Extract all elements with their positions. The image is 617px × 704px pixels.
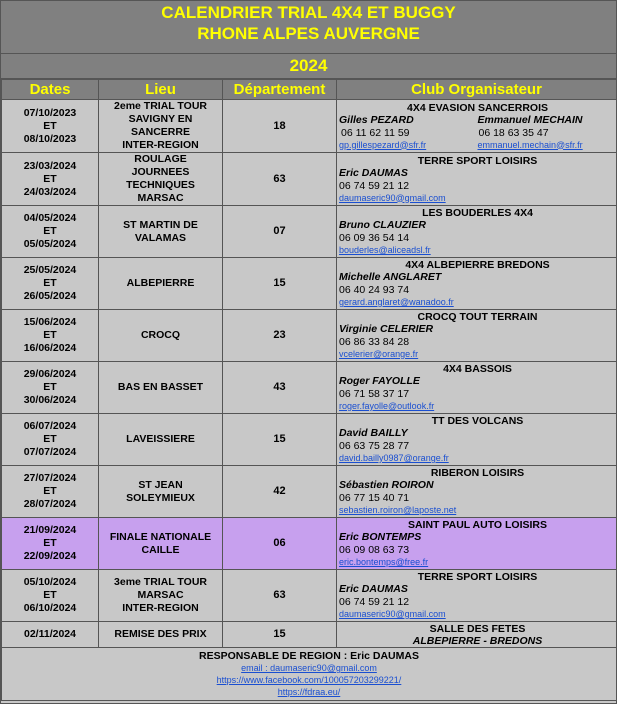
lieu-line: TECHNIQUES [126, 179, 195, 191]
header-club: Club Organisateur [337, 80, 617, 100]
date-start: 05/10/2024 [23, 576, 77, 588]
row-departement: 18 [223, 100, 337, 153]
row-date: 02/11/2024 [2, 622, 99, 648]
row-departement: 42 [223, 466, 337, 518]
calendar-rows [2, 100, 617, 622]
contact-name: Sébastien ROIRON [339, 479, 434, 491]
row-lieu [99, 518, 223, 570]
date-end: 24/03/2024 [23, 185, 77, 198]
phone-number: 06 09 08 63 73 [339, 544, 410, 556]
email-link[interactable]: bouderles@aliceadsl.fr [339, 245, 431, 255]
row-departement: 06 [223, 518, 337, 570]
row-club [337, 570, 617, 622]
email-link[interactable]: sebastien.roiron@laposte.net [339, 505, 457, 515]
email-link[interactable]: daumaseric90@gmail.com [339, 192, 446, 203]
row-dates [2, 100, 99, 153]
contact-name: Gilles PEZARD [339, 113, 414, 126]
row-dates [2, 153, 99, 206]
lieu-line: ALBEPIERRE [126, 277, 195, 289]
phone-number-2: 06 18 63 35 47 [478, 126, 549, 139]
date-end: 08/10/2023 [23, 132, 77, 145]
club-name: TERRE SPORT LOISIRS [417, 154, 538, 167]
row-lieu [99, 153, 223, 206]
date-et: ET [43, 433, 57, 445]
lieu-line: ROULAGE [134, 153, 187, 165]
lieu-line: ST JEAN [138, 478, 183, 491]
club-name: LES BOUDERLES 4X4 [422, 207, 533, 219]
contact-name: Eric DAUMAS [339, 583, 408, 595]
lieu-line: FINALE NATIONALE [109, 530, 212, 543]
row-club [337, 153, 617, 206]
row-lieu [99, 362, 223, 414]
email-link[interactable]: david.bailly0987@orange.fr [339, 453, 449, 463]
row-dates [2, 414, 99, 466]
table-row [2, 153, 617, 206]
date-et: ET [43, 589, 57, 601]
row-lieu [99, 206, 223, 258]
phone-number: 06 86 33 84 28 [339, 336, 410, 348]
date-end: 30/06/2024 [23, 394, 77, 406]
email-link[interactable]: gerard.anglaret@wanadoo.fr [339, 297, 454, 307]
row-dates [2, 310, 99, 362]
phone-number: 06 40 24 93 74 [339, 284, 410, 296]
row-departement: 15 [223, 414, 337, 466]
club-name: RIBERON LOISIRS [430, 467, 525, 479]
header-departement: Département [223, 80, 337, 100]
row-lieu [99, 258, 223, 310]
footer-facebook-link[interactable]: https://www.facebook.com/100057203299221/ [216, 675, 402, 685]
date-end: 26/05/2024 [23, 290, 77, 302]
lieu-line: JOURNEES [131, 166, 190, 178]
date-end: 05/05/2024 [23, 238, 77, 250]
club-name: CROCQ TOUT TERRAIN [417, 311, 538, 323]
lieu-line: 3eme TRIAL TOUR [114, 576, 207, 588]
club-name: 4X4 BASSOIS [443, 363, 512, 375]
date-start: 27/07/2024 [23, 472, 77, 484]
row-club [337, 100, 617, 153]
date-end: 28/07/2024 [23, 498, 77, 510]
row-departement: 15 [223, 258, 337, 310]
date-et: ET [43, 277, 57, 289]
lieu-line: SOLEYMIEUX [126, 491, 195, 504]
lieu-line: SANCERRE [131, 126, 190, 138]
calendar-table [1, 79, 617, 701]
date-end: 06/10/2024 [23, 602, 77, 614]
title-line-1: CALENDRIER TRIAL 4X4 ET BUGGY [161, 3, 456, 22]
row-departement: 63 [223, 570, 337, 622]
date-start: 21/09/2024 [23, 524, 77, 536]
lieu-line: 2eme TRIAL TOUR [114, 100, 207, 112]
row-lieu: REMISE DES PRIX [99, 622, 223, 648]
phone-number: 06 11 62 11 59 [341, 126, 410, 139]
row-club [337, 518, 617, 570]
date-start: 06/07/2024 [23, 420, 77, 432]
email-link[interactable]: gp.gillespezard@sfr.fr [339, 139, 427, 150]
title-line-2: RHONE ALPES AUVERGNE [197, 24, 420, 43]
phone-number: 06 74 59 21 12 [339, 596, 410, 608]
email-link[interactable]: daumaseric90@gmail.com [339, 609, 446, 619]
footer-responsable: RESPONSABLE DE REGION : Eric DAUMAS [199, 650, 419, 662]
title-block [1, 1, 616, 53]
table-row [2, 362, 617, 414]
row-departement: 07 [223, 206, 337, 258]
phone-pair [339, 127, 616, 140]
club-name: 4X4 EVASION SANCERROIS [406, 101, 548, 114]
club-name: SAINT PAUL AUTO LOISIRS [407, 519, 548, 531]
footer-email-link[interactable]: email : daumaseric90@gmail.com [241, 663, 377, 673]
email-pair [339, 140, 616, 151]
row-dates [2, 258, 99, 310]
date-et: ET [43, 225, 57, 237]
table-row [2, 258, 617, 310]
contact-name: Virginie CELERIER [339, 323, 434, 335]
contact-name: Eric BONTEMPS [339, 531, 422, 543]
contact-name-2: Emmanuel MECHAIN [477, 113, 583, 126]
table-row [2, 414, 617, 466]
row-departement: 43 [223, 362, 337, 414]
row-dates [2, 206, 99, 258]
club-name: 4X4 ALBEPIERRE BREDONS [405, 259, 550, 271]
email-link[interactable]: eric.bontemps@free.fr [339, 557, 429, 567]
header-dates: Dates [2, 80, 99, 100]
row-lieu [99, 466, 223, 518]
row-lieu [99, 570, 223, 622]
row-club [337, 466, 617, 518]
contact-name: Bruno CLAUZIER [339, 219, 426, 231]
club-name: TERRE SPORT LOISIRS [417, 571, 538, 583]
lieu-line: INTER-REGION [122, 139, 199, 151]
header-lieu: Lieu [99, 80, 223, 100]
date-end: 07/07/2024 [23, 446, 77, 458]
date-start: 15/06/2024 [23, 316, 77, 328]
table-row [2, 100, 617, 153]
row-dates [2, 362, 99, 414]
lieu-line: CROCQ [140, 329, 181, 341]
phone-number: 06 71 58 37 17 [339, 388, 410, 400]
table-row [2, 310, 617, 362]
row-lieu [99, 100, 223, 153]
date-start: 29/06/2024 [23, 368, 77, 380]
lieu-line: CAILLE [141, 543, 180, 556]
row-lieu [99, 310, 223, 362]
lieu-line: BAS EN BASSET [117, 381, 204, 393]
contact-pair [339, 114, 616, 127]
date-et: ET [43, 329, 57, 341]
row-lieu [99, 414, 223, 466]
email-link[interactable]: vcelerier@orange.fr [339, 349, 419, 359]
lieu-line: ST MARTIN DE [123, 218, 198, 231]
row-club [337, 310, 617, 362]
club-name: SALLE DES FETES [429, 622, 526, 635]
date-start: 23/03/2024 [23, 159, 77, 172]
row-dates [2, 518, 99, 570]
lieu-line: INTER-REGION [122, 602, 199, 614]
club-name: TT DES VOLCANS [431, 415, 524, 427]
date-et: ET [43, 485, 57, 497]
table-row [2, 518, 617, 570]
phone-number: 06 63 75 28 77 [339, 440, 410, 452]
contact-name: Roger FAYOLLE [339, 375, 420, 387]
table-row [2, 466, 617, 518]
email-link[interactable]: roger.fayolle@outlook.fr [339, 401, 435, 411]
footer-site-link[interactable]: https://fdraa.eu/ [277, 687, 341, 697]
row-dates [2, 466, 99, 518]
row-club [337, 206, 617, 258]
lieu-line: MARSAC [137, 192, 184, 204]
row-departement: 15 [223, 622, 337, 648]
date-start: 07/10/2023 [23, 106, 77, 119]
table-row-remise [2, 622, 617, 648]
row-club [337, 622, 617, 648]
phone-number: 06 74 59 21 12 [339, 179, 410, 192]
table-row [2, 570, 617, 622]
title-year: 2024 [1, 53, 616, 79]
date-end: 22/09/2024 [23, 550, 77, 562]
footer [2, 648, 617, 701]
contact-name: David BAILLY [339, 427, 408, 439]
table-row [2, 206, 617, 258]
lieu-line: VALAMAS [134, 231, 187, 244]
contact-name: Eric DAUMAS [339, 166, 408, 179]
row-departement: 23 [223, 310, 337, 362]
row-departement: 63 [223, 153, 337, 206]
row-club [337, 362, 617, 414]
lieu-line: LAVEISSIERE [126, 433, 195, 445]
row-dates [2, 570, 99, 622]
row-club [337, 414, 617, 466]
lieu-line: SAVIGNY EN [128, 113, 193, 125]
phone-number: 06 77 15 40 71 [339, 492, 410, 504]
contact-name: Michelle ANGLARET [339, 271, 442, 283]
date-start: 25/05/2024 [23, 264, 77, 276]
lieu-line: MARSAC [137, 589, 184, 601]
email-link-2[interactable]: emmanuel.mechain@sfr.fr [477, 139, 583, 150]
club-name-2: ALBEPIERRE - BREDONS [412, 634, 543, 647]
date-et: ET [43, 381, 57, 393]
row-club [337, 258, 617, 310]
date-et: ET [43, 119, 57, 132]
date-start: 04/05/2024 [23, 212, 77, 224]
phone-number: 06 09 36 54 14 [339, 232, 410, 244]
date-et: ET [43, 537, 57, 549]
date-end: 16/06/2024 [23, 342, 77, 354]
date-et: ET [43, 172, 57, 185]
